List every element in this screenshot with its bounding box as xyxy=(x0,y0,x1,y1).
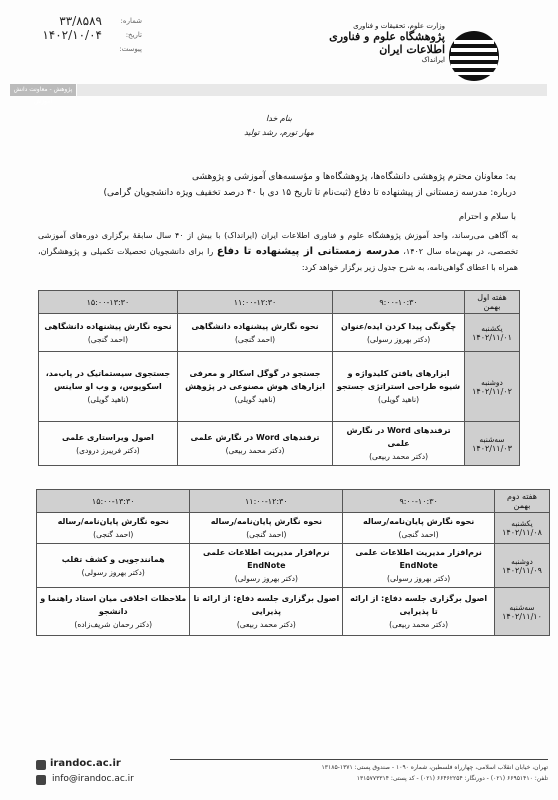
day-cell xyxy=(465,422,520,466)
session-instructor: (دکتر محمد ربیعی) xyxy=(225,445,285,455)
session-cell xyxy=(343,544,495,588)
header-time: ۹:۰۰-۱۰:۳۰ xyxy=(333,291,465,314)
session-title: نحوه نگارش پیشنهاده دانشگاهی xyxy=(44,321,172,331)
header-time: ۱۵:۰۰-۱۳:۳۰ xyxy=(37,490,190,513)
session-cell xyxy=(190,513,343,544)
mail-icon xyxy=(36,775,46,785)
session-title: نرم‌افزار مدیریت اطلاعات علمی EndNote xyxy=(203,548,330,570)
recipient-line: به: معاونان محترم پژوهشی دانشگاه‌ها، پژوهشگاه‌ها و مؤسسه‌های آموزشی و پژوهشی xyxy=(192,172,516,182)
session-instructor: (ناهید گویلی) xyxy=(87,395,129,404)
session-title: اصول برگزاری جلسه دفاع: از ارائه تا پذیرایی xyxy=(193,594,340,616)
bismillah: بنام خدا xyxy=(266,114,292,123)
body-highlight: مدرسه زمستانی از پیشنهاده تا دفاع xyxy=(216,246,400,257)
footer-website-link[interactable]: irandoc.ac.ir xyxy=(50,758,121,769)
session-title: نرم‌افزار مدیریت اطلاعات علمی EndNote xyxy=(355,548,482,570)
session-cell xyxy=(37,588,190,636)
schedule-table-week2 xyxy=(36,489,550,636)
address-line: تهران، خیابان انقلاب اسلامی، چهارراه فلسطین، شماره ۱۰۹۰ - صندوق پستی: ۱۳۷۱-۱۳۱۸۵ xyxy=(321,764,548,771)
schedule-table-week1 xyxy=(38,290,520,466)
day-name: دوشنبه xyxy=(481,377,503,387)
session-instructor: (احمد گنجی) xyxy=(246,530,287,539)
session-title: نحوه نگارش پایان‌نامه/رساله xyxy=(210,517,322,526)
session-instructor: (احمد گنجی) xyxy=(398,530,439,539)
session-title: ترفندهای Word در نگارش علمی xyxy=(346,426,451,448)
session-cell xyxy=(177,422,332,466)
session-cell xyxy=(39,422,178,466)
header-day: هفته دوم بهمن xyxy=(495,490,550,513)
day-date: ۱۴۰۲/۱۱/۰۱ xyxy=(472,332,512,342)
day-name: یکشنبه xyxy=(511,519,533,528)
session-title: اصول برگزاری جلسه دفاع: از ارائه تا پذیرایی xyxy=(350,594,488,616)
header-time: ۹:۰۰-۱۰:۳۰ xyxy=(343,490,495,513)
day-cell xyxy=(465,314,520,352)
department-stamp: پژوهش - معاونت دانش آموزش xyxy=(10,84,76,96)
session-title: همانندجویی و کشف تقلب xyxy=(61,554,165,564)
session-instructor: (دکتر محمد ربیعی) xyxy=(236,620,296,629)
organization-acronym: ایرانداک xyxy=(421,56,445,64)
attachment-label: پیوست: xyxy=(119,45,142,53)
organization-name-block xyxy=(305,22,445,64)
day-name: سه‌شنبه xyxy=(509,602,535,612)
session-instructor: (ناهید گویلی) xyxy=(234,395,276,404)
session-instructor: (احمد گنجی) xyxy=(234,334,276,344)
session-cell xyxy=(190,588,343,636)
table-header-row xyxy=(39,291,520,314)
session-cell xyxy=(177,352,332,422)
session-instructor: (دکتر بهروز رسولی) xyxy=(234,574,298,583)
session-instructor: (دکتر محمد ربیعی) xyxy=(389,620,449,629)
session-cell xyxy=(37,544,190,588)
session-cell xyxy=(190,544,343,588)
day-date: ۱۴۰۲/۱۱/۰۹ xyxy=(502,565,542,575)
organization-name: پژوهشگاه علوم و فناوری اطلاعات ایران xyxy=(329,30,445,56)
day-name: دوشنبه xyxy=(511,556,533,566)
header-band xyxy=(77,84,547,96)
header-day: هفته اول بهمن xyxy=(465,291,520,314)
session-cell xyxy=(39,314,178,352)
header-time: ۱۱:۰۰-۱۲:۳۰ xyxy=(190,490,343,513)
day-cell xyxy=(495,544,550,588)
footer-address xyxy=(170,762,548,784)
session-title: جستجوی سیستماتیک در پاب‌مد، اسکوپوس، و وب او ساینس xyxy=(45,369,171,391)
session-instructor: (دکتر رحمان شریف‌زاده) xyxy=(74,620,152,629)
session-title: نحوه نگارش پایان‌نامه/رساله xyxy=(57,517,169,526)
day-name: یکشنبه xyxy=(481,323,503,333)
session-instructor: (دکتر بهروز رسولی) xyxy=(387,574,451,583)
letter-body xyxy=(38,228,518,276)
table-row xyxy=(39,422,520,466)
greeting: با سلام و احترام xyxy=(458,212,516,222)
recipient-block xyxy=(104,172,517,204)
year-motto: مهار تورم، رشد تولید xyxy=(244,128,314,137)
session-title: ملاحظات اخلاقی میان استاد راهنما و دانشجو xyxy=(40,594,187,616)
day-date: ۱۴۰۲/۱۱/۱۰ xyxy=(502,611,542,621)
subject-line: درباره: مدرسه زمستانی از پیشنهاده تا دفاع (ثبت‌نام تا تاریخ ۱۵ دی با ۴۰ درصد تخفیف ویژه دانشجویان گرامی) xyxy=(103,188,516,198)
session-cell xyxy=(333,314,465,352)
session-cell xyxy=(343,513,495,544)
letter-date: ۱۴۰۲/۱۰/۰۴ xyxy=(42,28,102,42)
day-date: ۱۴۰۲/۱۱/۰۳ xyxy=(472,443,512,453)
day-date: ۱۴۰۲/۱۱/۰۲ xyxy=(472,386,512,396)
number-label: شماره: xyxy=(120,17,142,25)
header-time: ۱۵:۰۰-۱۳:۳۰ xyxy=(39,291,178,314)
session-cell xyxy=(177,314,332,352)
table-row xyxy=(37,588,550,636)
day-cell xyxy=(495,513,550,544)
table-row xyxy=(39,314,520,352)
session-title: ابزارهای یافتن کلیدواژه و شیوه طراحی استراتژی جستجو xyxy=(336,369,461,391)
ministry-line: وزارت علوم، تحقیقات و فناوری xyxy=(353,22,445,30)
session-title: چگونگی پیدا کردن ایده/عنوان xyxy=(341,321,457,331)
footer-email-link[interactable]: info@irandoc.ac.ir xyxy=(52,774,134,784)
table-header-row xyxy=(37,490,550,513)
footer-divider xyxy=(170,759,548,760)
session-cell xyxy=(333,352,465,422)
session-cell xyxy=(37,513,190,544)
day-cell xyxy=(495,588,550,636)
letter-number: ۳۳/۸۵۸۹ xyxy=(59,14,102,28)
globe-icon xyxy=(36,760,46,770)
table-row xyxy=(37,544,550,588)
session-instructor: (دکتر بهروز رسولی) xyxy=(366,334,431,344)
session-title: نحوه نگارش پایان‌نامه/رساله xyxy=(362,517,475,526)
table-row xyxy=(39,352,520,422)
session-instructor: (دکتر فریبرز درودی) xyxy=(76,445,140,455)
date-label: تاریخ: xyxy=(125,31,142,39)
session-instructor: (ناهید گویلی) xyxy=(378,395,420,404)
session-cell xyxy=(39,352,178,422)
header-time: ۱۱:۰۰-۱۲:۳۰ xyxy=(177,291,332,314)
session-cell xyxy=(343,588,495,636)
session-instructor: (احمد گنجی) xyxy=(87,334,129,344)
session-instructor: (دکتر محمد ربیعی) xyxy=(369,452,428,461)
session-instructor: (احمد گنجی) xyxy=(93,530,134,539)
day-name: سه‌شنبه xyxy=(479,434,505,444)
day-cell xyxy=(465,352,520,422)
irandoc-logo-icon xyxy=(448,30,500,82)
phones-line: تلفن: ۶۶۹۵۱۴۱۰ (۰۲۱) - دورنگار: ۶۶۴۶۲۲۵۴ (۰۲۱) - کد پستی: ۱۳۱۵۷۷۳۳۱۴ xyxy=(356,775,548,782)
day-date: ۱۴۰۲/۱۱/۰۸ xyxy=(502,528,542,537)
session-title: جستجو در گوگل اسکالر و معرفی ابزارهای هوش مصنوعی در پژوهش xyxy=(185,369,325,391)
session-title: اصول ویراستاری علمی xyxy=(61,432,154,442)
session-cell xyxy=(333,422,465,466)
session-instructor: (دکتر بهروز رسولی) xyxy=(81,567,145,577)
body-text-1: به آگاهی می‌رساند، واحد آموزش پژوهشگاه علوم و فناوری اطلاعات ایران (ایرانداک) با بیش از ۴۰ سال سابقهٔ برگزاری دوره‌های آموزشی تخصصی، در بهمن‌ماه سال ۱۴۰۲، xyxy=(38,231,519,256)
body-text-2: را برای دانشجویان تحصیلات تکمیلی و پژوهشگران، همراه با اعطای گواهی‌نامه، به شرح جدول زیر برگزار خواهد کرد: xyxy=(38,247,518,272)
session-title: نحوه نگارش پیشنهاده دانشگاهی xyxy=(191,321,319,331)
session-title: ترفندهای Word در نگارش علمی xyxy=(190,432,320,442)
letter-meta xyxy=(12,14,142,56)
table-row xyxy=(37,513,550,544)
